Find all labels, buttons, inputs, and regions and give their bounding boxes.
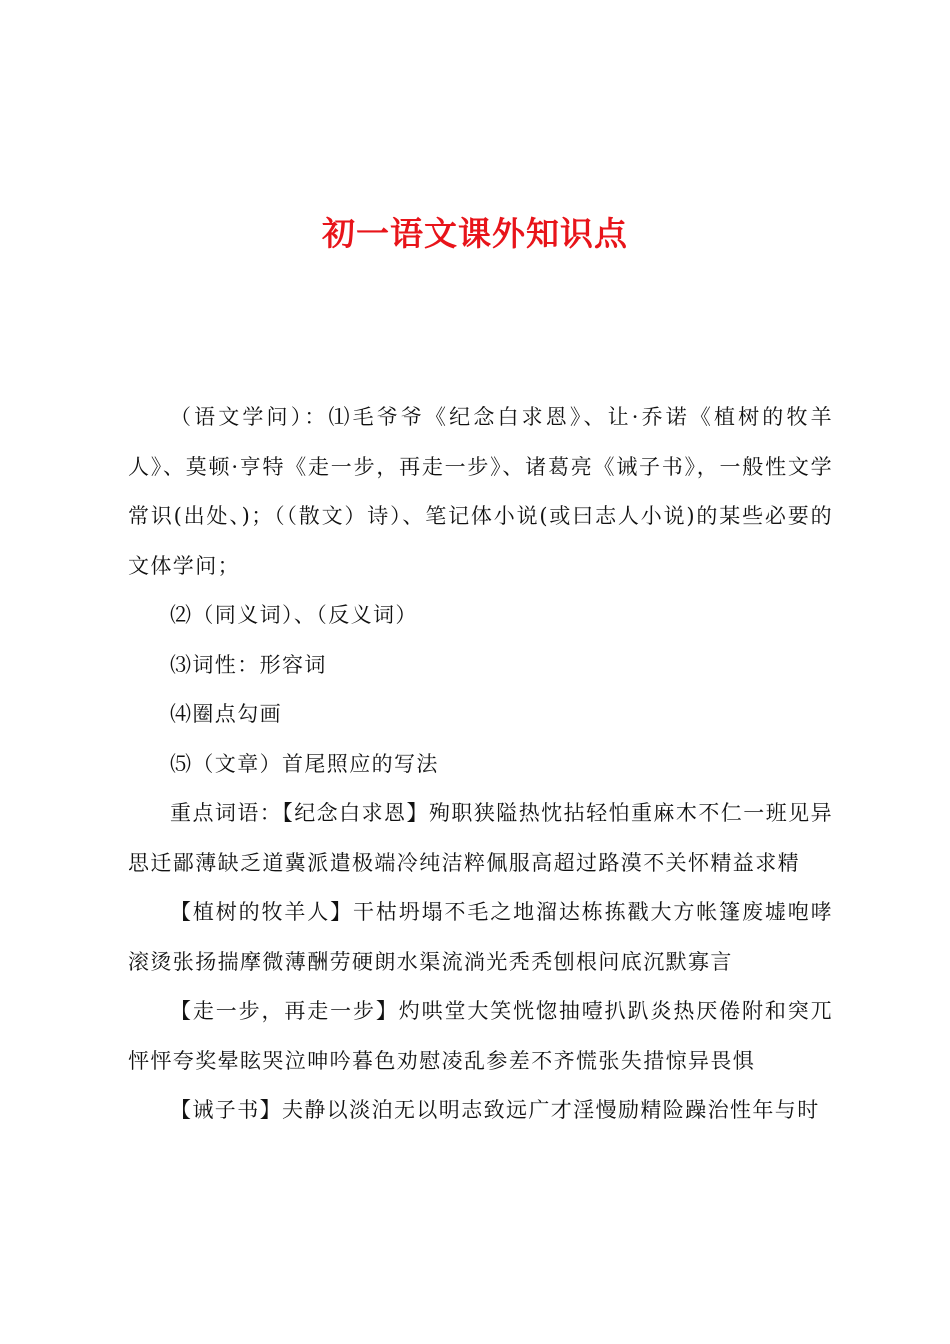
paragraph-synonyms: ⑵（同义词）、（反义词） [170,603,418,627]
paragraph-writing-technique: ⑸（文章）首尾照应的写法 [170,751,439,776]
paragraph-part-of-speech: ⑶词性：形容词 [170,652,327,677]
paragraph-literary-knowledge: （语文学问）：⑴毛爷爷《纪念白求恩》、让·乔诺《植树的牧羊人》、莫顿·亨特《走一步，再走一步》、诸葛亮《诫子书》，一般性文学常识(出处、)；（（散文）诗）、笔记体小说(或曰志人小说)的某些必要的文体学问； [128,405,833,578]
paragraph-key-words-one-step: 【走一步，再走一步】灼哄堂大笑恍惚抽噎扒趴炎热厌倦附和突兀怦怦夸奖晕眩哭泣呻吟暮色劝慰凌乱参差不齐慌张失措惊异畏惧 [128,999,833,1073]
paragraph-key-words-jiezishu: 【诫子书】夫静以淡泊无以明志致远广才淫慢励精险躁治性年与时 [170,1098,820,1122]
document-title: 初一语文课外知识点 [322,214,628,253]
paragraph-key-words-shepherd: 【植树的牧羊人】干枯坍塌不毛之地溜达栋拣戳大方帐篷废墟咆哮滚烫张扬揣摩微薄酬劳硬朗水渠流淌光秃秃刨根问底沉默寡言 [128,900,833,974]
paragraph-key-words-bethune: 重点词语：【纪念白求恩】殉职狭隘热忱拈轻怕重麻木不仁一班见异思迁鄙薄缺乏道冀派遣极端冷纯洁粹佩服高超过路漠不关怀精益求精 [128,801,833,875]
document-body [128,393,833,1136]
paragraph-annotation: ⑷圈点勾画 [170,702,282,726]
